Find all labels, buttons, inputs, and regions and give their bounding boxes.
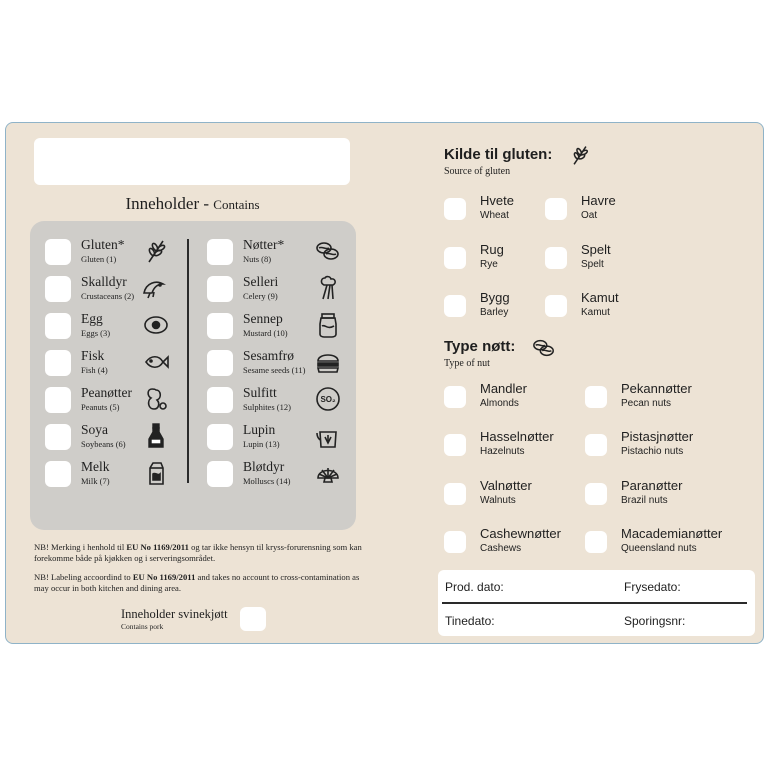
checkbox[interactable] (45, 239, 71, 265)
checkbox[interactable] (207, 387, 233, 413)
note-norwegian: NB! Merking i henhold til EU No 1169/2011 og tar ikke hensyn til kryss-forurensning som kan forekomme både på kjøkken og i serveringsområdet. (34, 542, 362, 563)
milk-carton-icon (143, 460, 169, 486)
gluten-item-barley[interactable]: Bygg Barley (444, 293, 534, 323)
svg-text:SO₂: SO₂ (320, 395, 336, 404)
allergen-item-gluten[interactable]: Gluten* Gluten (1) (45, 238, 175, 268)
checkbox[interactable] (585, 483, 607, 505)
contains-heading: Inneholder - Contains (125, 194, 260, 213)
product-name-field[interactable] (34, 138, 350, 185)
checkbox[interactable] (444, 386, 466, 408)
peanut-icon (143, 386, 169, 412)
shrimp-icon (140, 275, 166, 301)
allergen-divider (187, 239, 189, 483)
allergen-item-fish[interactable]: Fisk Fish (4) (45, 349, 175, 379)
prod-date-label[interactable]: Prod. dato: (445, 580, 504, 594)
checkbox[interactable] (444, 483, 466, 505)
pork-label-en: Contains pork (121, 622, 164, 631)
checkbox[interactable] (545, 247, 567, 269)
frozen-date-label[interactable]: Frysedato: (624, 580, 681, 594)
so2-icon (315, 386, 341, 412)
checkbox[interactable] (207, 461, 233, 487)
pork-checkbox[interactable] (240, 607, 266, 631)
gluten-item-wheat[interactable]: Hvete Wheat (444, 196, 534, 226)
gluten-source-subtitle: Source of gluten (444, 166, 511, 177)
gluten-item-oat[interactable]: Havre Oat (545, 196, 635, 226)
nut-item-brazil[interactable]: Paranøtter Brazil nuts (585, 481, 745, 511)
nuts-icon (531, 336, 557, 360)
nut-item-cashews[interactable]: Cashewnøtter Cashews (444, 529, 584, 559)
checkbox[interactable] (444, 434, 466, 456)
allergen-item-milk[interactable]: Melk Milk (7) (45, 460, 175, 490)
checkbox[interactable] (585, 531, 607, 553)
allergen-item-mustard[interactable]: Sennep Mustard (10) (207, 312, 337, 342)
allergen-item-eggs[interactable]: Egg Eggs (3) (45, 312, 175, 342)
soy-bottle-icon (143, 423, 169, 449)
checkbox[interactable] (207, 313, 233, 339)
allergen-item-peanuts[interactable]: Peanøtter Peanuts (5) (45, 386, 175, 416)
date-divider (442, 602, 747, 604)
checkbox[interactable] (444, 531, 466, 553)
thawed-date-label[interactable]: Tinedato: (445, 614, 495, 628)
checkbox[interactable] (45, 387, 71, 413)
nut-item-walnuts[interactable]: Valnøtter Walnuts (444, 481, 584, 511)
nut-item-pecan[interactable]: Pekannøtter Pecan nuts (585, 384, 745, 414)
egg-icon (143, 312, 169, 338)
gluten-item-kamut[interactable]: Kamut Kamut (545, 293, 635, 323)
nut-item-hazelnuts[interactable]: Hasselnøtter Hazelnuts (444, 432, 584, 462)
nut-item-pistachio[interactable]: Pistasjnøtter Pistachio nuts (585, 432, 745, 462)
checkbox[interactable] (545, 198, 567, 220)
nut-type-subtitle: Type of nut (444, 358, 490, 369)
nut-item-almonds[interactable]: Mandler Almonds (444, 384, 584, 414)
checkbox[interactable] (207, 424, 233, 450)
checkbox[interactable] (45, 276, 71, 302)
nut-item-macadamia[interactable]: Macademianøtter Queensland nuts (585, 529, 750, 559)
celery-icon (315, 275, 341, 301)
nut-type-title: Type nøtt: (444, 338, 516, 355)
checkbox[interactable] (45, 461, 71, 487)
checkbox[interactable] (444, 295, 466, 317)
checkbox[interactable] (207, 239, 233, 265)
checkbox[interactable] (444, 247, 466, 269)
lupin-icon (315, 423, 341, 449)
checkbox[interactable] (207, 276, 233, 302)
checkbox[interactable] (45, 424, 71, 450)
allergen-item-celery[interactable]: Selleri Celery (9) (207, 275, 337, 305)
shell-icon (315, 460, 341, 486)
allergen-item-soybeans[interactable]: Soya Soybeans (6) (45, 423, 175, 453)
checkbox[interactable] (207, 350, 233, 376)
pork-label: Inneholder svinekjøtt (121, 607, 228, 621)
gluten-item-spelt[interactable]: Spelt Spelt (545, 245, 635, 275)
tracking-number-label[interactable]: Sporingsnr: (624, 614, 686, 628)
allergen-item-crustaceans[interactable]: Skalldyr Crustaceans (2) (45, 275, 175, 305)
contains-title: Inneholder (125, 194, 200, 213)
checkbox[interactable] (45, 350, 71, 376)
checkbox[interactable] (444, 198, 466, 220)
burger-bun-icon (315, 349, 341, 375)
checkbox[interactable] (545, 295, 567, 317)
checkbox[interactable] (585, 434, 607, 456)
allergen-item-sulphites[interactable]: Sulfitt Sulphites (12) SO₂ (207, 386, 337, 416)
gluten-item-rye[interactable]: Rug Rye (444, 245, 534, 275)
nuts-icon (315, 238, 341, 264)
gluten-source-title: Kilde til gluten: (444, 146, 553, 163)
wheat-icon (143, 238, 169, 264)
checkbox[interactable] (45, 313, 71, 339)
fish-icon (143, 349, 169, 375)
checkbox[interactable] (585, 386, 607, 408)
allergen-item-lupin[interactable]: Lupin Lupin (13) (207, 423, 337, 453)
note-english: NB! Labeling accoordind to EU No 1169/2011 and takes no account to cross-contamination as may occur in both kitchen and dining area. (34, 572, 360, 593)
allergen-item-molluscs[interactable]: Bløtdyr Molluscs (14) (207, 460, 337, 490)
contains-subtitle: Contains (213, 197, 260, 212)
mustard-jar-icon (315, 312, 341, 338)
allergen-item-sesame[interactable]: Sesamfrø Sesame seeds (11) (207, 349, 337, 379)
wheat-icon (569, 143, 591, 167)
allergen-item-nuts[interactable]: Nøtter* Nuts (8) (207, 238, 337, 268)
